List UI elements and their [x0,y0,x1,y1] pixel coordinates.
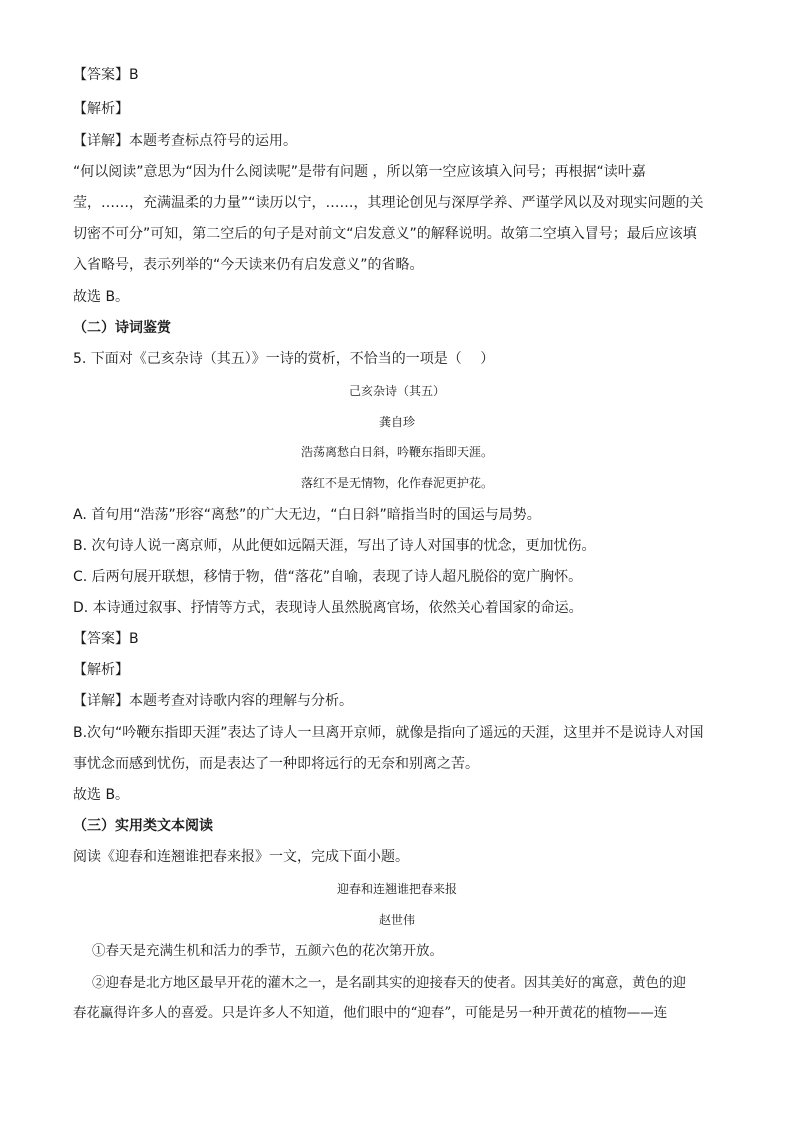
explanation-line: “何以阅读”意思为“因为什么阅读呢”是带有问题 ，所以第一空应该填入问号；再根据“读叶嘉 [73,164,646,180]
article-author: 赵世伟 [378,913,415,927]
poem-line: 落红不是无情物，化作春泥更护花。 [300,476,493,490]
conclusion-text: 故选 B。 [73,289,130,305]
explanation-line: 莹，……，充满温柔的力量”“读历以宁，……，其理论创见与深厚学养、严谨学风以及对现实问题的关 [73,195,704,211]
detail-text: 【详解】本题考查对诗歌内容的理解与分析。 [73,693,353,709]
reading-instruction: 阅读《迎春和连翘谁把春来报》一文，完成下面小题。 [73,849,409,865]
article-paragraph: ②迎春是北方地区最早开花的灌木之一，是名副其实的迎接春天的使者。因其美好的寓意，黄色的迎 [92,975,686,991]
option-a: A. 首句用“浩荡”形容“离愁”的广大无边，“白日斜”暗指当时的国运与局势。 [73,507,541,523]
explanation-line: B.次句“吟鞭东指即天涯”表达了诗人一旦离开京师，就像是指向了遥远的天涯，这里并不是说诗人对国 [73,725,704,741]
explanation-line: 事忧念而感到忧伤，而是表达了一种即将远行的无奈和别离之苦。 [73,756,479,772]
poem-title: 己亥杂诗（其五） [348,384,445,398]
answer-label: 【答案】B [73,67,139,83]
answer-label: 【答案】B [73,631,139,647]
analysis-label: 【解析】 [73,101,129,117]
analysis-label: 【解析】 [73,662,129,678]
poem-author: 龚自珍 [378,415,415,429]
detail-text: 【详解】本题考查标点符号的运用。 [73,133,297,149]
explanation-line: 入省略号，表示列举的“今天读来仍有启发意义”的省略。 [73,257,424,273]
article-title: 迎春和连翘谁把春来报 [336,882,457,896]
poem-line: 浩荡离愁白日斜，吟鞭东指即天涯。 [300,445,493,459]
option-c: C. 后两句展开联想，移情于物，借“落花”自喻，表现了诗人超凡脱俗的宽广胸怀。 [73,569,583,585]
option-d: D. 本诗通过叙事、抒情等方式，表现诗人虽然脱离官场，依然关心着国家的命运。 [73,600,583,616]
section-heading: （二）诗词鉴赏 [73,320,171,336]
article-paragraph: 春花赢得许多人的喜爱。只是许多人不知道，他们眼中的“迎春”，可能是另一种开黄花的植物——连 [73,1005,668,1021]
article-paragraph: ①春天是充满生机和活力的季节，五颜六色的花次第开放。 [92,943,443,959]
section-heading: （三）实用类文本阅读 [73,818,213,834]
explanation-line: 切密不可分”可知，第二空后的句子是对前文“启发意义”的解释说明。故第二空填入冒号；最后应该填 [73,226,697,242]
question-stem: 5. 下面对《己亥杂诗（其五）》一诗的赏析，不恰当的一项是（ ） [73,351,495,367]
option-b: B. 次句诗人说一离京师，从此便如远隔天涯，写出了诗人对国事的忧念，更加忧伤。 [73,538,596,554]
conclusion-text: 故选 B。 [73,787,130,803]
